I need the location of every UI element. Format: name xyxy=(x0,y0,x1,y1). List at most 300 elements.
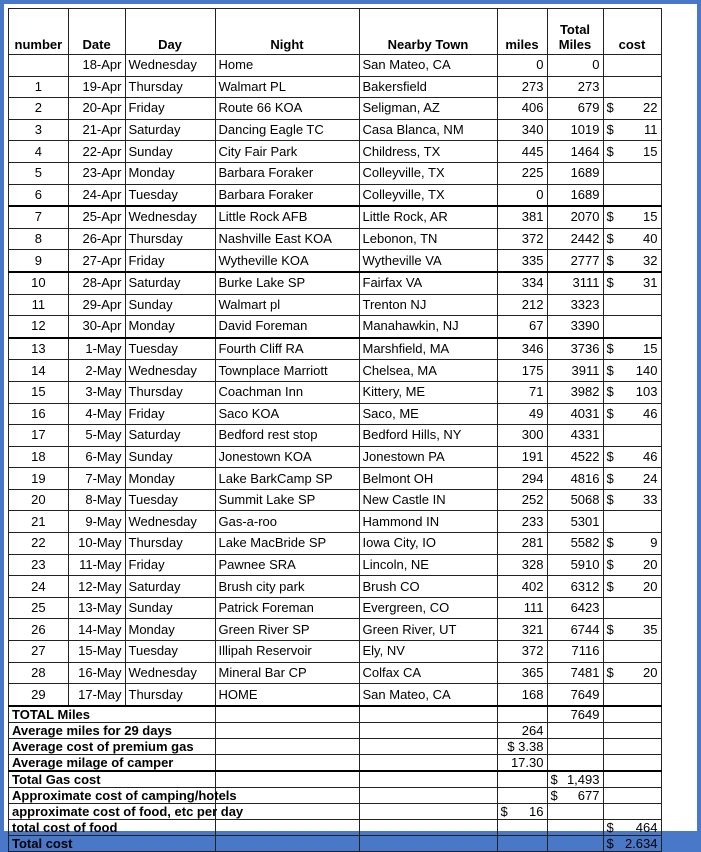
summary-miles[interactable]: 264 xyxy=(497,722,547,738)
summary-miles[interactable] xyxy=(497,835,547,851)
cell-day[interactable]: Tuesday xyxy=(125,641,215,663)
cell-total-miles[interactable]: 1689 xyxy=(547,184,603,206)
cell-day[interactable]: Sunday xyxy=(125,597,215,619)
cell-miles[interactable]: 406 xyxy=(497,98,547,120)
cell-night[interactable]: Barbara Foraker xyxy=(215,184,359,206)
cell-cost[interactable] xyxy=(603,206,661,228)
summary-total[interactable] xyxy=(547,787,603,803)
cell-night[interactable]: Fourth Cliff RA xyxy=(215,338,359,360)
cell-night[interactable]: Saco KOA xyxy=(215,403,359,425)
cell-day[interactable]: Monday xyxy=(125,316,215,338)
cell-day[interactable]: Friday xyxy=(125,554,215,576)
summary-total[interactable]: 7649 xyxy=(547,706,603,723)
cell-day[interactable]: Thursday xyxy=(125,533,215,555)
cell-miles[interactable]: 281 xyxy=(497,533,547,555)
cell-date[interactable]: 25-Apr xyxy=(68,206,125,228)
cell-cost[interactable] xyxy=(603,184,661,206)
cell-night[interactable]: HOME xyxy=(215,684,359,706)
cell-cost[interactable] xyxy=(603,294,661,316)
cell-total-miles[interactable]: 3111 xyxy=(547,272,603,294)
summary-cost[interactable] xyxy=(603,754,661,771)
cell-miles[interactable]: 328 xyxy=(497,554,547,576)
cell-town[interactable]: Colfax CA xyxy=(359,662,497,684)
cell-date[interactable]: 5-May xyxy=(68,425,125,447)
cell-miles[interactable]: 273 xyxy=(497,76,547,98)
cell-total-miles[interactable]: 1689 xyxy=(547,162,603,184)
cell-cost[interactable] xyxy=(603,425,661,447)
cell-miles[interactable]: 321 xyxy=(497,619,547,641)
cell-night[interactable]: Green River SP xyxy=(215,619,359,641)
cell-night[interactable]: Home xyxy=(215,55,359,77)
cell-total-miles[interactable]: 273 xyxy=(547,76,603,98)
cell-miles[interactable]: 294 xyxy=(497,468,547,490)
cell-day[interactable]: Monday xyxy=(125,619,215,641)
cell-night[interactable]: Walmart pl xyxy=(215,294,359,316)
cell-town[interactable]: Lebonon, TN xyxy=(359,228,497,250)
cell-cost[interactable] xyxy=(603,228,661,250)
cell-day[interactable]: Friday xyxy=(125,98,215,120)
cell-town[interactable]: Hammond IN xyxy=(359,511,497,533)
summary-label: TOTAL Miles xyxy=(9,706,126,723)
cell-cost[interactable] xyxy=(603,141,661,163)
cell-day[interactable]: Friday xyxy=(125,403,215,425)
cell-town[interactable]: Manahawkin, NJ xyxy=(359,316,497,338)
cell-miles[interactable]: 402 xyxy=(497,576,547,598)
cell-miles[interactable]: 67 xyxy=(497,316,547,338)
currency-symbol: $ xyxy=(606,556,614,572)
cell-miles[interactable]: 372 xyxy=(497,641,547,663)
cell-town[interactable]: Belmont OH xyxy=(359,468,497,490)
cell-date[interactable]: 9-May xyxy=(68,511,125,533)
cell-cost[interactable] xyxy=(603,162,661,184)
cell-date[interactable]: 13-May xyxy=(68,597,125,619)
cell-town[interactable]: Kittery, ME xyxy=(359,381,497,403)
cell-total-miles[interactable]: 6423 xyxy=(547,597,603,619)
cell-number[interactable]: 23 xyxy=(9,554,69,576)
summary-cost[interactable] xyxy=(603,706,661,723)
cell-town[interactable]: Ely, NV xyxy=(359,641,497,663)
summary-total[interactable] xyxy=(547,771,603,788)
cell-total-miles[interactable]: 4522 xyxy=(547,446,603,468)
cell-date[interactable]: 17-May xyxy=(68,684,125,706)
cell-cost[interactable] xyxy=(603,403,661,425)
cell-miles[interactable]: 49 xyxy=(497,403,547,425)
cell-cost[interactable] xyxy=(603,619,661,641)
cell-cost[interactable] xyxy=(603,554,661,576)
cell-night[interactable]: Route 66 KOA xyxy=(215,98,359,120)
cell-number[interactable]: 14 xyxy=(9,360,69,382)
cell-number[interactable]: 19 xyxy=(9,468,69,490)
cell-night[interactable]: Coachman Inn xyxy=(215,381,359,403)
cell-day[interactable]: Thursday xyxy=(125,381,215,403)
cell-total-miles[interactable]: 3736 xyxy=(547,338,603,360)
summary-cost[interactable] xyxy=(603,835,661,851)
cell-day[interactable]: Wednesday xyxy=(125,662,215,684)
cell-miles[interactable]: 300 xyxy=(497,425,547,447)
cost-value: 11 xyxy=(644,122,658,138)
cell-cost[interactable] xyxy=(603,662,661,684)
cell-date[interactable]: 27-Apr xyxy=(68,250,125,272)
cell-number[interactable]: 27 xyxy=(9,641,69,663)
cell-total-miles[interactable]: 6312 xyxy=(547,576,603,598)
cell-day[interactable]: Saturday xyxy=(125,119,215,141)
cell-night[interactable]: City Fair Park xyxy=(215,141,359,163)
cell-night[interactable]: Walmart PL xyxy=(215,76,359,98)
cell-date[interactable]: 11-May xyxy=(68,554,125,576)
cell-cost[interactable] xyxy=(603,55,661,77)
cell-number[interactable]: 18 xyxy=(9,446,69,468)
table-row xyxy=(9,554,662,576)
cell-miles[interactable]: 252 xyxy=(497,489,547,511)
cell-town[interactable]: Iowa City, IO xyxy=(359,533,497,555)
cell-night[interactable]: Summit Lake SP xyxy=(215,489,359,511)
cell-total-miles[interactable]: 4816 xyxy=(547,468,603,490)
cell-total-miles[interactable]: 5068 xyxy=(547,489,603,511)
cell-total-miles[interactable]: 3911 xyxy=(547,360,603,382)
cell-miles[interactable]: 233 xyxy=(497,511,547,533)
summary-row xyxy=(9,803,662,819)
cell-number[interactable] xyxy=(9,55,69,77)
cell-town[interactable]: Jonestown PA xyxy=(359,446,497,468)
cell-miles[interactable]: 365 xyxy=(497,662,547,684)
summary-empty-night xyxy=(215,738,359,754)
summary-cost-value: 464 xyxy=(635,819,658,835)
cell-night[interactable]: Burke Lake SP xyxy=(215,272,359,294)
summary-miles[interactable] xyxy=(497,819,547,835)
cell-town[interactable]: Fairfax VA xyxy=(359,272,497,294)
cell-miles[interactable]: 111 xyxy=(497,597,547,619)
cell-date[interactable]: 16-May xyxy=(68,662,125,684)
cell-town[interactable]: Chelsea, MA xyxy=(359,360,497,382)
cell-number[interactable]: 4 xyxy=(9,141,69,163)
cell-cost[interactable] xyxy=(603,511,661,533)
cell-day[interactable]: Monday xyxy=(125,468,215,490)
summary-empty-town xyxy=(359,835,497,851)
table-row xyxy=(9,684,662,706)
cell-number[interactable]: 25 xyxy=(9,597,69,619)
cell-miles[interactable]: 372 xyxy=(497,228,547,250)
cell-number[interactable]: 26 xyxy=(9,619,69,641)
cell-date[interactable]: 15-May xyxy=(68,641,125,663)
cell-total-miles[interactable]: 3982 xyxy=(547,381,603,403)
cell-date[interactable]: 29-Apr xyxy=(68,294,125,316)
spreadsheet-frame xyxy=(4,4,697,851)
cell-day[interactable]: Thursday xyxy=(125,228,215,250)
cell-day[interactable]: Wednesday xyxy=(125,55,215,77)
cell-town[interactable]: San Mateo, CA xyxy=(359,55,497,77)
cell-miles[interactable]: 212 xyxy=(497,294,547,316)
cell-day[interactable]: Sunday xyxy=(125,141,215,163)
summary-empty-day xyxy=(125,706,215,723)
summary-empty-day xyxy=(125,819,215,835)
cell-date[interactable]: 26-Apr xyxy=(68,228,125,250)
cell-date[interactable]: 18-Apr xyxy=(68,55,125,77)
cell-cost[interactable] xyxy=(603,338,661,360)
cell-town[interactable]: Lincoln, NE xyxy=(359,554,497,576)
cell-number[interactable]: 6 xyxy=(9,184,69,206)
cell-date[interactable]: 3-May xyxy=(68,381,125,403)
cell-town[interactable]: San Mateo, CA xyxy=(359,684,497,706)
cell-number[interactable]: 8 xyxy=(9,228,69,250)
cell-cost[interactable] xyxy=(603,272,661,294)
summary-empty-night xyxy=(215,754,359,771)
cell-date[interactable]: 1-May xyxy=(68,338,125,360)
summary-miles[interactable] xyxy=(497,771,547,788)
cell-number[interactable]: 9 xyxy=(9,250,69,272)
trip-itinerary-table xyxy=(8,8,662,852)
cell-miles[interactable]: 340 xyxy=(497,119,547,141)
summary-cost[interactable] xyxy=(603,819,661,835)
cell-town[interactable]: Trenton NJ xyxy=(359,294,497,316)
cell-night[interactable]: Brush city park xyxy=(215,576,359,598)
cell-town[interactable]: Colleyville, TX xyxy=(359,184,497,206)
cell-total-miles[interactable]: 1464 xyxy=(547,141,603,163)
summary-total[interactable] xyxy=(547,819,603,835)
cell-day[interactable]: Monday xyxy=(125,162,215,184)
cell-cost[interactable] xyxy=(603,98,661,120)
cell-night[interactable]: Lake MacBride SP xyxy=(215,533,359,555)
cell-day[interactable]: Saturday xyxy=(125,425,215,447)
summary-label: total cost of food xyxy=(9,819,126,835)
summary-total[interactable] xyxy=(547,803,603,819)
cell-day[interactable]: Thursday xyxy=(125,76,215,98)
table-row xyxy=(9,294,662,316)
cell-total-miles[interactable]: 3390 xyxy=(547,316,603,338)
cost-value: 15 xyxy=(643,143,658,159)
cell-number[interactable]: 17 xyxy=(9,425,69,447)
cell-number[interactable]: 15 xyxy=(9,381,69,403)
cell-date[interactable]: 14-May xyxy=(68,619,125,641)
cell-number[interactable]: 7 xyxy=(9,206,69,228)
cell-date[interactable]: 19-Apr xyxy=(68,76,125,98)
cell-cost[interactable] xyxy=(603,597,661,619)
cell-date[interactable]: 22-Apr xyxy=(68,141,125,163)
cell-night[interactable]: Illipah Reservoir xyxy=(215,641,359,663)
cell-night[interactable]: Townplace Marriott xyxy=(215,360,359,382)
cell-total-miles[interactable]: 2442 xyxy=(547,228,603,250)
cell-date[interactable]: 10-May xyxy=(68,533,125,555)
summary-miles[interactable] xyxy=(497,803,547,819)
cell-total-miles[interactable]: 5301 xyxy=(547,511,603,533)
cell-day[interactable]: Tuesday xyxy=(125,184,215,206)
cell-night[interactable]: Wytheville KOA xyxy=(215,250,359,272)
cell-miles[interactable]: 191 xyxy=(497,446,547,468)
cell-cost[interactable] xyxy=(603,76,661,98)
cell-date[interactable]: 30-Apr xyxy=(68,316,125,338)
cell-number[interactable]: 20 xyxy=(9,489,69,511)
cell-night[interactable]: Gas-a-roo xyxy=(215,511,359,533)
cell-total-miles[interactable]: 4331 xyxy=(547,425,603,447)
summary-empty-day xyxy=(125,771,215,788)
cell-town[interactable]: Marshfield, MA xyxy=(359,338,497,360)
cell-miles[interactable]: 381 xyxy=(497,206,547,228)
cell-day[interactable]: Wednesday xyxy=(125,206,215,228)
cell-number[interactable]: 11 xyxy=(9,294,69,316)
cell-town[interactable]: Bakersfield xyxy=(359,76,497,98)
summary-total[interactable] xyxy=(547,754,603,771)
cell-total-miles[interactable]: 1019 xyxy=(547,119,603,141)
cost-value: 22 xyxy=(643,100,658,116)
cell-number[interactable]: 16 xyxy=(9,403,69,425)
cell-cost[interactable] xyxy=(603,446,661,468)
summary-cost[interactable] xyxy=(603,771,661,788)
cell-miles[interactable]: 335 xyxy=(497,250,547,272)
summary-total-value: 677 xyxy=(577,787,600,803)
cell-day[interactable]: Tuesday xyxy=(125,489,215,511)
summary-cost[interactable] xyxy=(603,803,661,819)
cell-miles[interactable]: 71 xyxy=(497,381,547,403)
table-row xyxy=(9,119,662,141)
cell-number[interactable]: 24 xyxy=(9,576,69,598)
cell-miles[interactable]: 0 xyxy=(497,184,547,206)
cell-miles[interactable]: 346 xyxy=(497,338,547,360)
cell-miles[interactable]: 168 xyxy=(497,684,547,706)
summary-miles[interactable]: 17.30 xyxy=(497,754,547,771)
cell-cost[interactable] xyxy=(603,576,661,598)
cell-total-miles[interactable]: 7649 xyxy=(547,684,603,706)
table-row xyxy=(9,662,662,684)
cell-cost[interactable] xyxy=(603,381,661,403)
cell-town[interactable]: Seligman, AZ xyxy=(359,98,497,120)
currency-symbol: $ xyxy=(606,578,614,594)
cell-cost[interactable] xyxy=(603,489,661,511)
cell-total-miles[interactable]: 7481 xyxy=(547,662,603,684)
cell-total-miles[interactable]: 6744 xyxy=(547,619,603,641)
cell-number[interactable]: 2 xyxy=(9,98,69,120)
cell-total-miles[interactable]: 0 xyxy=(547,55,603,77)
cell-day[interactable]: Saturday xyxy=(125,272,215,294)
cell-number[interactable]: 28 xyxy=(9,662,69,684)
cell-number[interactable]: 10 xyxy=(9,272,69,294)
currency-symbol: $ xyxy=(606,275,614,291)
cell-total-miles[interactable]: 2070 xyxy=(547,206,603,228)
cell-town[interactable]: Brush CO xyxy=(359,576,497,598)
cell-town[interactable]: Evergreen, CO xyxy=(359,597,497,619)
cell-day[interactable]: Saturday xyxy=(125,576,215,598)
cell-total-miles[interactable]: 3323 xyxy=(547,294,603,316)
cell-day[interactable]: Sunday xyxy=(125,446,215,468)
cell-cost[interactable] xyxy=(603,360,661,382)
cell-total-miles[interactable]: 4031 xyxy=(547,403,603,425)
cell-miles[interactable]: 225 xyxy=(497,162,547,184)
cell-total-miles[interactable]: 5910 xyxy=(547,554,603,576)
cell-date[interactable]: 28-Apr xyxy=(68,272,125,294)
cell-night[interactable]: David Foreman xyxy=(215,316,359,338)
cell-cost[interactable] xyxy=(603,533,661,555)
cell-total-miles[interactable]: 679 xyxy=(547,98,603,120)
cell-night[interactable]: Lake BarkCamp SP xyxy=(215,468,359,490)
cell-cost[interactable] xyxy=(603,119,661,141)
cell-night[interactable]: Jonestown KOA xyxy=(215,446,359,468)
cell-day[interactable]: Wednesday xyxy=(125,511,215,533)
summary-total[interactable] xyxy=(547,738,603,754)
cell-date[interactable]: 4-May xyxy=(68,403,125,425)
cell-town[interactable]: Saco, ME xyxy=(359,403,497,425)
cell-town[interactable]: New Castle IN xyxy=(359,489,497,511)
cell-miles[interactable]: 445 xyxy=(497,141,547,163)
cell-number[interactable]: 22 xyxy=(9,533,69,555)
summary-label: Total cost xyxy=(9,835,126,851)
cell-day[interactable]: Wednesday xyxy=(125,360,215,382)
cell-day[interactable]: Friday xyxy=(125,250,215,272)
summary-miles[interactable] xyxy=(497,706,547,723)
cell-town[interactable]: Green River, UT xyxy=(359,619,497,641)
cell-town[interactable]: Little Rock, AR xyxy=(359,206,497,228)
cell-total-miles[interactable]: 5582 xyxy=(547,533,603,555)
cell-town[interactable]: Casa Blanca, NM xyxy=(359,119,497,141)
cell-number[interactable]: 21 xyxy=(9,511,69,533)
cell-number[interactable]: 12 xyxy=(9,316,69,338)
cell-number[interactable]: 3 xyxy=(9,119,69,141)
summary-total[interactable] xyxy=(547,722,603,738)
cell-date[interactable]: 2-May xyxy=(68,360,125,382)
summary-cost[interactable] xyxy=(603,722,661,738)
cell-night[interactable]: Bedford rest stop xyxy=(215,425,359,447)
cell-date[interactable]: 12-May xyxy=(68,576,125,598)
cell-cost[interactable] xyxy=(603,468,661,490)
cell-town[interactable]: Wytheville VA xyxy=(359,250,497,272)
summary-cost[interactable] xyxy=(603,738,661,754)
cell-miles[interactable]: 0 xyxy=(497,55,547,77)
cell-date[interactable]: 6-May xyxy=(68,446,125,468)
cell-cost[interactable] xyxy=(603,684,661,706)
cell-night[interactable]: Nashville East KOA xyxy=(215,228,359,250)
cell-night[interactable]: Mineral Bar CP xyxy=(215,662,359,684)
cell-town[interactable]: Colleyville, TX xyxy=(359,162,497,184)
cell-miles[interactable]: 334 xyxy=(497,272,547,294)
cell-number[interactable]: 13 xyxy=(9,338,69,360)
cell-date[interactable]: 23-Apr xyxy=(68,162,125,184)
cell-total-miles[interactable]: 7116 xyxy=(547,641,603,663)
cell-day[interactable]: Sunday xyxy=(125,294,215,316)
cell-date[interactable]: 24-Apr xyxy=(68,184,125,206)
cell-cost[interactable] xyxy=(603,316,661,338)
cell-number[interactable]: 5 xyxy=(9,162,69,184)
currency-symbol: $ xyxy=(606,535,614,551)
summary-total[interactable] xyxy=(547,835,603,851)
cell-number[interactable]: 1 xyxy=(9,76,69,98)
summary-miles[interactable] xyxy=(497,787,547,803)
cost-value: 15 xyxy=(643,209,658,225)
cell-miles[interactable]: 175 xyxy=(497,360,547,382)
table-row xyxy=(9,576,662,598)
cell-night[interactable]: Patrick Foreman xyxy=(215,597,359,619)
cell-day[interactable]: Tuesday xyxy=(125,338,215,360)
summary-miles[interactable]: $ 3.38 xyxy=(497,738,547,754)
table-row xyxy=(9,228,662,250)
cell-date[interactable]: 21-Apr xyxy=(68,119,125,141)
cell-cost[interactable] xyxy=(603,641,661,663)
cell-total-miles[interactable]: 2777 xyxy=(547,250,603,272)
cell-cost[interactable] xyxy=(603,250,661,272)
cell-town[interactable]: Bedford Hills, NY xyxy=(359,425,497,447)
cell-town[interactable]: Childress, TX xyxy=(359,141,497,163)
cell-night[interactable]: Little Rock AFB xyxy=(215,206,359,228)
header-row xyxy=(9,9,662,55)
cell-night[interactable]: Dancing Eagle TC xyxy=(215,119,359,141)
cost-value: 46 xyxy=(643,405,658,421)
summary-cost[interactable] xyxy=(603,787,661,803)
currency-symbol: $ xyxy=(606,143,614,159)
cell-date[interactable]: 20-Apr xyxy=(68,98,125,120)
cell-date[interactable]: 8-May xyxy=(68,489,125,511)
cell-night[interactable]: Pawnee SRA xyxy=(215,554,359,576)
cell-night[interactable]: Barbara Foraker xyxy=(215,162,359,184)
cell-date[interactable]: 7-May xyxy=(68,468,125,490)
cell-day[interactable]: Thursday xyxy=(125,684,215,706)
cell-number[interactable]: 29 xyxy=(9,684,69,706)
table-row xyxy=(9,206,662,228)
